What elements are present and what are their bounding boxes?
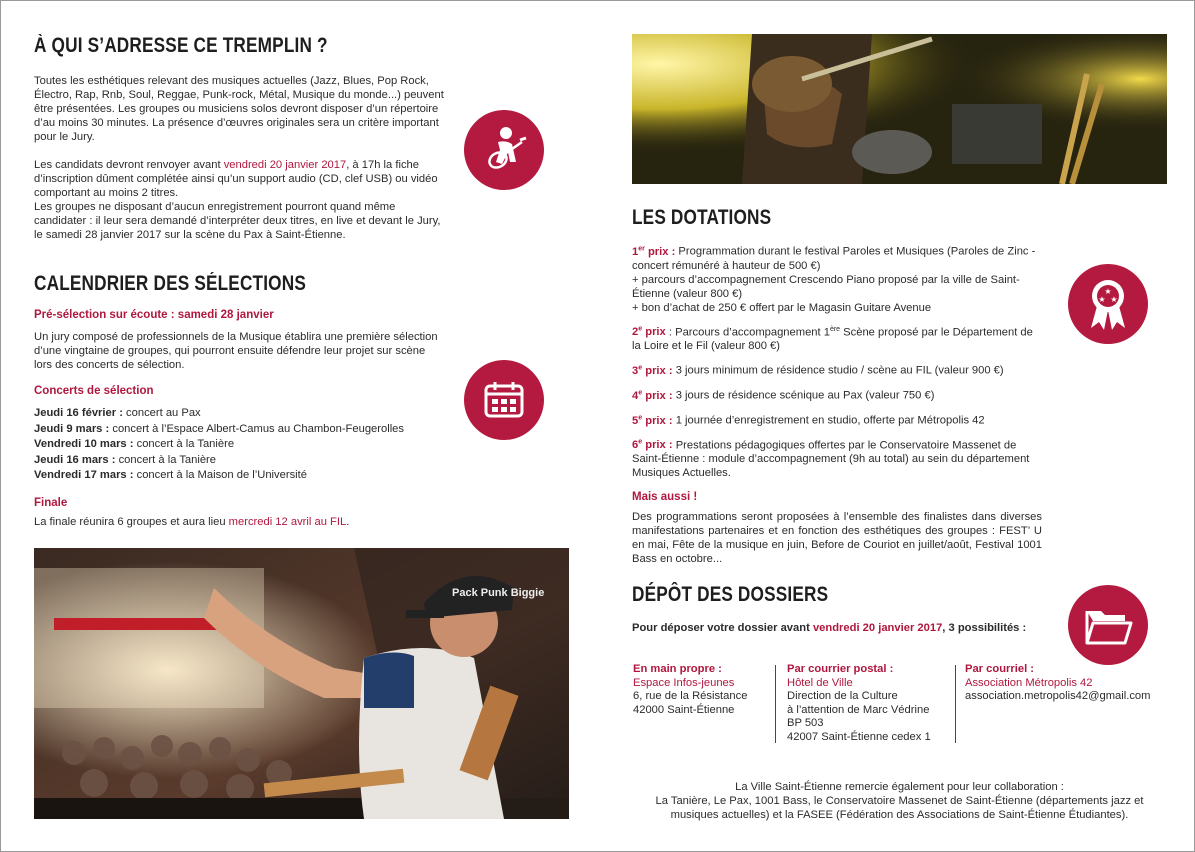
guitarist-icon <box>464 110 544 190</box>
preselection-heading: Pré-sélection sur écoute : samedi 28 janvier <box>34 309 274 321</box>
prize-1-line-2: + parcours d’accompagnement Crescendo Piano proposé par la ville de Saint-Étienne (valeur 800 €) <box>632 273 1020 300</box>
prize-1-line-3: + bon d’achat de 250 € offert par le Magasin Guitare Avenue <box>632 301 932 314</box>
section-title-audience: À QUI S’ADRESSE CE TREMPLIN ? <box>34 34 328 57</box>
footer-line-2: La Tanière, Le Pax, 1001 Bass, le Conservatoire Massenet de Saint-Étienne (départements jazz et musiques actuelles) et la FASEE (Fédération des Associations de Saint-Étienne Étudiantes). <box>655 795 1144 821</box>
finale-paragraph: La finale réunira 6 groupes et aura lieu mercredi 12 avril au FIL. <box>34 515 350 528</box>
svg-text:★: ★ <box>1110 295 1118 304</box>
concert-item: Jeudi 16 mars : concert à la Tanière <box>34 453 217 466</box>
prize-2: 2e prix : Parcours d’accompagnement 1ère Scène proposé par le Département de la Loire et le Fil (valeur 800 €) <box>632 325 1033 353</box>
left-column <box>34 34 444 529</box>
stage-guitar-photo <box>632 34 1167 184</box>
section-title-dotations: LES DOTATIONS <box>632 206 772 229</box>
award-ribbon-icon <box>1068 264 1148 344</box>
dotations-section <box>632 206 1042 566</box>
finale-heading: Finale <box>34 496 68 509</box>
prize-5: 5e prix : 1 journée d’enregistrement en studio, offerte par Métropolis 42 <box>632 413 985 427</box>
audience-paragraph-1: Toutes les esthétiques relevant des musiques actuelles (Jazz, Blues, Pop Rock, Électro, Rap, Rnb, Soul, Reggae, Punk-rock, Métal, Musique du monde...) peuvent être présentées. Les groupes ou musiciens solos devront disposer d’un répertoire d’au moins 30 minutes. La présence d’œuvres originales sera un critère important pour le Jury. <box>34 75 444 143</box>
section-title-depot: DÉPÔT DES DOSSIERS <box>632 583 829 606</box>
concert-item: Vendredi 17 mars : concert à la Maison de l’Université <box>34 469 307 481</box>
footer-line-1: La Ville Saint-Étienne remercie également pour leur collaboration : <box>735 781 1064 793</box>
concert-crowd-photo <box>34 548 569 819</box>
contact-hand-delivery: En main propre : Espace Infos-jeunes 6, rue de la Résistance 42000 Saint-Étienne <box>633 663 748 716</box>
concerts-heading: Concerts de sélection <box>34 385 154 397</box>
contact-postal: Par courrier postal : Hôtel de Ville Direction de la Culture à l’attention de Marc Védrine BP 503 42007 Saint-Étienne cedex 1 <box>787 663 931 743</box>
prize-4: 4e prix : 3 jours de résidence scénique au Pax (valeur 750 €) <box>632 389 935 402</box>
concert-item: Jeudi 9 mars : concert à l’Espace Albert-Camus au Chambon-Feugerolles <box>34 422 404 435</box>
contact-email: Par courriel : Association Métropolis 42 association.metropolis42@gmail.com <box>965 663 1151 703</box>
section-title-calendar: CALENDRIER DES SÉLECTIONS <box>34 272 306 295</box>
audience-paragraph-2: Les candidats devront renvoyer avant vendredi 20 janvier 2017, à 17h la fiche d’inscription dûment complétée ainsi qu’un support audio (CD, clef USB) ou vidéo comportant au moins 2 titres. <box>34 159 438 199</box>
preselection-paragraph: Un jury composé de professionnels de la Musique établira une première sélection d’une vingtaine de groupes, qui pourront ensuite défendre leur projet sur scène lors des concerts de sélection. <box>34 331 438 371</box>
cap-text: Pack Punk Biggie <box>452 587 545 599</box>
calendar-icon <box>464 360 544 440</box>
prize-1: 1er prix : Programmation durant le festival Paroles et Musiques (Paroles de Zinc - concert rémunéré à hauteur de 500 €) <box>632 245 1036 272</box>
contact-divider <box>775 665 776 743</box>
contact-divider <box>955 665 956 743</box>
depot-intro: Pour déposer votre dossier avant vendredi 20 janvier 2017, 3 possibilités : <box>632 622 1027 634</box>
svg-text:★: ★ <box>1098 295 1106 304</box>
prize-6: 6e prix : Prestations pédagogiques offertes par le Conservatoire Massenet de Saint-Étienne : module d’accompagnement (9h au total) au sein du département Musiques Actuelles. <box>632 438 1030 480</box>
svg-text:★: ★ <box>1104 287 1112 296</box>
mais-aussi-paragraph: Des programmations seront proposées à l’ensemble des finalistes dans diverses manifestations partenaires et en fonction des esthétiques des groupes : FEST’ U en mai, Fête de la musique en juin, Before de Couriot en juillet/août, Festival 1001 Bass en octobre... <box>632 511 1042 566</box>
concert-list <box>34 406 444 484</box>
concert-item: Jeudi 16 février : concert au Pax <box>34 407 201 419</box>
audience-paragraph-3: Les groupes ne disposant d’aucun enregistrement pourront quand même candidater : il leur sera demandé d’interpréter deux titres, en live et devant le Jury, le samedi 28 janvier 2017 sur la scène du Pax à Saint-Étienne. <box>34 201 441 241</box>
footer-thanks <box>632 780 1167 822</box>
concert-item: Vendredi 10 mars : concert à la Tanière <box>34 438 235 450</box>
folder-icon <box>1068 585 1148 665</box>
prize-3: 3e prix : 3 jours minimum de résidence studio / scène au FIL (valeur 900 €) <box>632 364 1004 378</box>
mais-aussi-heading: Mais aussi ! <box>632 491 698 504</box>
